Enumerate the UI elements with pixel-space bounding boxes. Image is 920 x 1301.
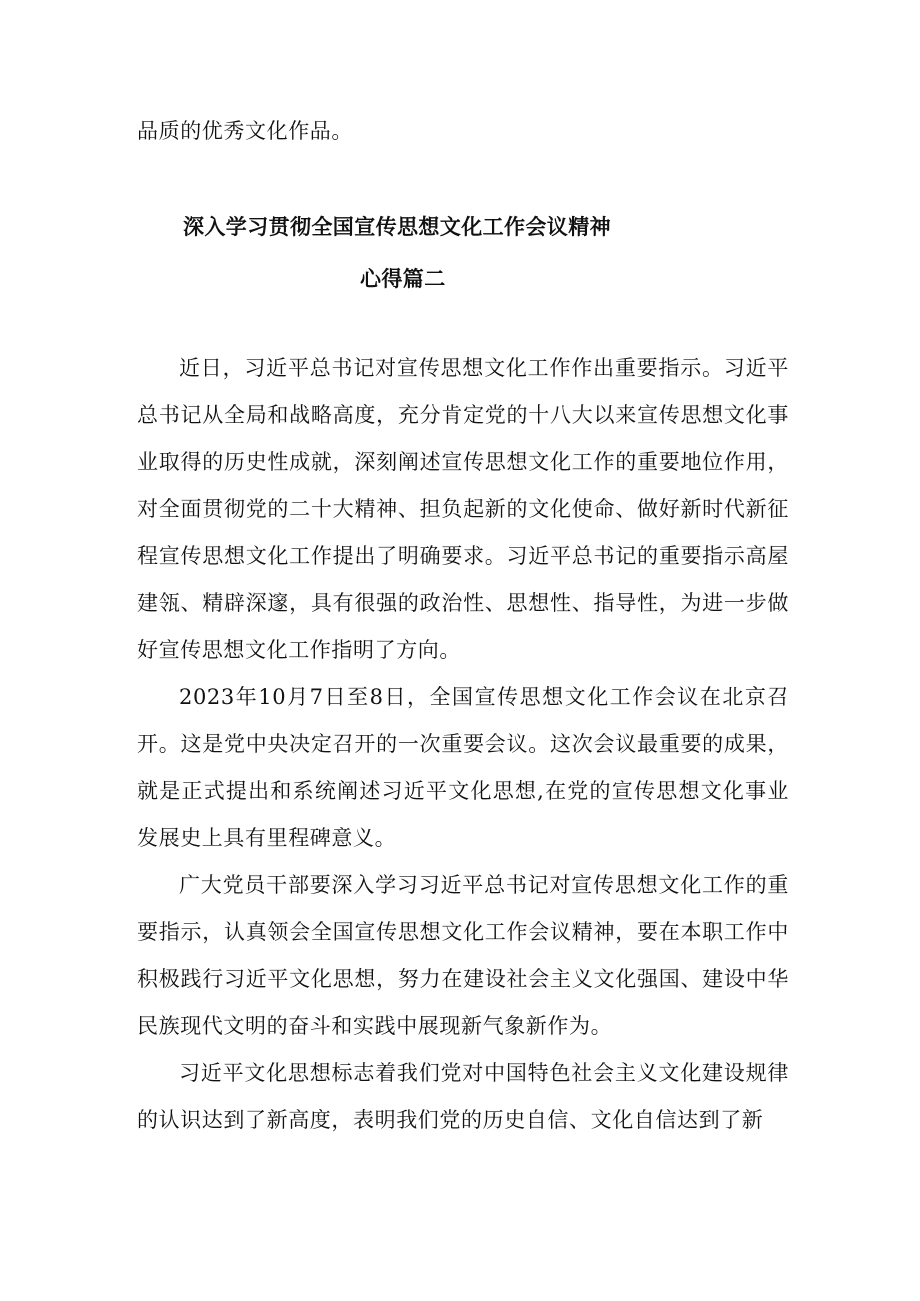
paragraph-2: 2023年10月7日至8日，全国宣传思想文化工作会议在北京召开。这是党中央决定召开的一次重要会议。这次会议最重要的成果，就是正式提出和系统阐述习近平文化思想,在党的宣传思想文化事业发展史上具有里程碑意义。 [137,685,789,850]
article-title: 深入学习贯彻全国宣传思想文化工作会议精神 [183,215,611,239]
article-subtitle: 心得篇二 [360,267,446,291]
continuation-text: 品质的优秀文化作品。 [137,119,353,143]
paragraph-1: 近日，习近平总书记对宣传思想文化工作作出重要指示。习近平总书记从全局和战略高度，充分肯定党的十八大以来宣传思想文化事业取得的历史性成就，深刻阐述宣传思想文化工作的重要地位作用，对全面贯彻党的二十大精神、担负起新的文化使命、做好新时代新征程宣传思想文化工作提出了明确要求。习近平总书记的重要指示高屋建瓴、精辟深邃，具有很强的政治性、思想性、指导性，为进一步做好宣传思想文化工作指明了方向。 [137,356,789,662]
paragraph-4: 习近平文化思想标志着我们党对中国特色社会主义文化建设规律的认识达到了新高度，表明我们党的历史自信、文化自信达到了新 [137,1061,789,1132]
paragraph-3: 广大党员干部要深入学习习近平总书记对宣传思想文化工作的重要指示，认真领会全国宣传思想文化工作会议精神，要在本职工作中积极践行习近平文化思想，努力在建设社会主义文化强国、建设中华民族现代文明的奋斗和实践中展现新气象新作为。 [137,873,789,1038]
